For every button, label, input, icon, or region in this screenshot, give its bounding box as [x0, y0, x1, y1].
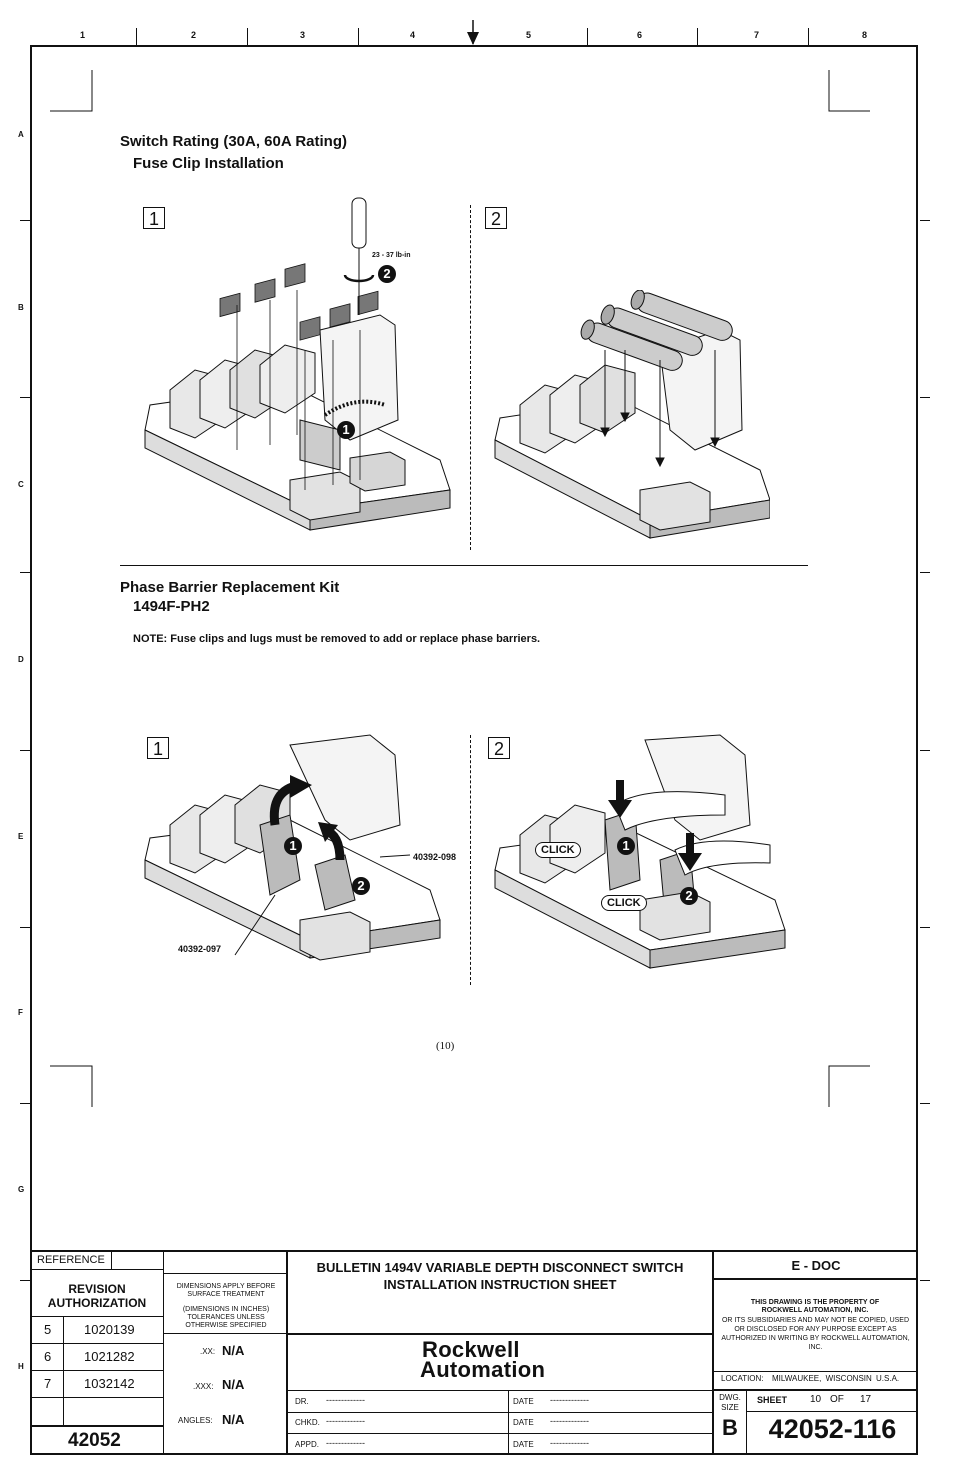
callout-2-badge: 2 — [680, 887, 698, 905]
date-value: ------------- — [550, 1416, 589, 1426]
xxx-label: .XXX: — [193, 1382, 214, 1391]
side-letter-d: D — [18, 655, 24, 664]
drawing-number: 42052-116 — [768, 1414, 897, 1444]
logo-line-2: Automation — [420, 1357, 546, 1382]
page-number: (10) — [436, 1040, 455, 1052]
revision-7-number: 1032142 — [84, 1376, 135, 1391]
drawn-value: ------------- — [326, 1395, 365, 1405]
document-title-line2: INSTALLATION INSTRUCTION SHEET — [383, 1277, 617, 1292]
sheet-of-label: OF — [830, 1394, 844, 1405]
section2-note: NOTE: Fuse clips and lugs must be removed to add or replace phase barriers. — [133, 633, 541, 645]
drawn-label: DR. — [295, 1397, 309, 1406]
zone-1: 1 — [80, 30, 86, 40]
torque-label: 23 - 37 lb-in — [372, 252, 411, 259]
side-letter-a: A — [18, 130, 24, 139]
section1-step1-box: 1 — [143, 207, 165, 229]
company-logo — [420, 1337, 546, 1382]
dimension-note-2: (DIMENSIONS IN INCHES) TOLERANCES UNLESS OTHERWISE SPECIFIED — [182, 1306, 270, 1329]
dwg-size-label: DWG. SIZE — [719, 1393, 741, 1412]
callout-1-badge: 1 — [337, 421, 355, 439]
section2-step2-box: 2 — [488, 737, 510, 759]
section2-divider — [470, 735, 471, 985]
xx-value: N/A — [222, 1343, 245, 1358]
fuse-clip-install-illustration — [140, 190, 460, 560]
checked-label: CHKD. — [295, 1418, 320, 1427]
property-notice-1: THIS DRAWING IS THE PROPERTY OF ROCKWELL AUTOMATION, INC. — [750, 1299, 880, 1314]
document-title-line1: BULLETIN 1494V VARIABLE DEPTH DISCONNECT SWITCH — [316, 1260, 684, 1275]
date-label: DATE — [513, 1397, 534, 1406]
sheet-label: SHEET — [757, 1395, 788, 1405]
base-number: 42052 — [68, 1430, 121, 1451]
xxx-value: N/A — [222, 1377, 245, 1392]
callout-1-badge: 1 — [617, 837, 635, 855]
location-label: LOCATION: — [721, 1374, 764, 1383]
callout-1-badge: 1 — [284, 837, 302, 855]
side-letter-e: E — [18, 832, 24, 841]
sheet-total: 17 — [860, 1394, 872, 1405]
phase-barrier-remove-illustration — [140, 730, 460, 980]
section1-step2-box: 2 — [485, 207, 507, 229]
reference-label: REFERENCE — [37, 1254, 105, 1266]
section1-divider — [470, 205, 471, 550]
date-label: DATE — [513, 1418, 534, 1427]
zone-8: 8 — [862, 30, 868, 40]
revision-5-number: 1020139 — [84, 1322, 135, 1337]
revision-authorization-label: REVISION AUTHORIZATION — [47, 1282, 147, 1310]
revision-5: 5 — [44, 1322, 52, 1337]
section1-subtitle: Fuse Clip Installation — [133, 155, 284, 172]
part-label-40392-098: 40392-098 — [413, 852, 457, 862]
zone-5: 5 — [526, 30, 532, 40]
callout-2-badge: 2 — [378, 265, 396, 283]
zone-3: 3 — [300, 30, 306, 40]
section2-subtitle: 1494F-PH2 — [133, 598, 210, 615]
approved-label: APPD. — [295, 1440, 320, 1449]
sheet-number: 10 — [810, 1394, 822, 1405]
location-value: MILWAUKEE, WISCONSIN U.S.A. — [772, 1374, 900, 1383]
click-label-2: CLICK — [601, 895, 647, 911]
angles-value: N/A — [222, 1412, 245, 1427]
angles-label: ANGLES: — [178, 1416, 213, 1425]
date-value: ------------- — [550, 1395, 589, 1405]
side-letter-f: F — [18, 1008, 23, 1017]
side-letter-c: C — [18, 480, 24, 489]
approved-value: ------------- — [326, 1438, 365, 1448]
logo-line-1: Rockwell — [422, 1337, 520, 1362]
dimension-note-1: DIMENSIONS APPLY BEFORE SURFACE TREATMENT — [176, 1283, 276, 1298]
zone-7: 7 — [754, 30, 760, 40]
revision-6: 6 — [44, 1349, 52, 1364]
edoc-label: E - DOC — [791, 1258, 841, 1273]
section-separator — [120, 565, 808, 566]
click-label-1: CLICK — [535, 842, 581, 858]
side-letter-g: G — [18, 1185, 25, 1194]
xx-label: .XX: — [200, 1347, 216, 1356]
property-notice-2: OR ITS SUBSIDIARIES AND MAY NOT BE COPIED, USED OR DISCLOSED FOR ANY PURPOSE EXCEPT AS AUTHORIZED IN WRITING BY ROCKWELL AUTOMATION, INC. — [721, 1317, 910, 1351]
dwg-size-value: B — [722, 1415, 738, 1440]
checked-value: ------------- — [326, 1416, 365, 1426]
side-letter-h: H — [18, 1362, 24, 1371]
zone-2: 2 — [191, 30, 197, 40]
section1-title: Switch Rating (30A, 60A Rating) — [120, 133, 347, 150]
callout-2-badge: 2 — [352, 877, 370, 895]
fuse-insert-illustration — [490, 290, 770, 550]
revision-7: 7 — [44, 1376, 52, 1391]
section2-step1-box: 1 — [147, 737, 169, 759]
revision-6-number: 1021282 — [84, 1349, 135, 1364]
side-letter-b: B — [18, 303, 24, 312]
date-label: DATE — [513, 1440, 534, 1449]
part-label-40392-097: 40392-097 — [178, 944, 222, 954]
date-value: ------------- — [550, 1438, 589, 1448]
zone-6: 6 — [637, 30, 643, 40]
section2-title: Phase Barrier Replacement Kit — [120, 579, 340, 596]
zone-4: 4 — [410, 30, 416, 40]
